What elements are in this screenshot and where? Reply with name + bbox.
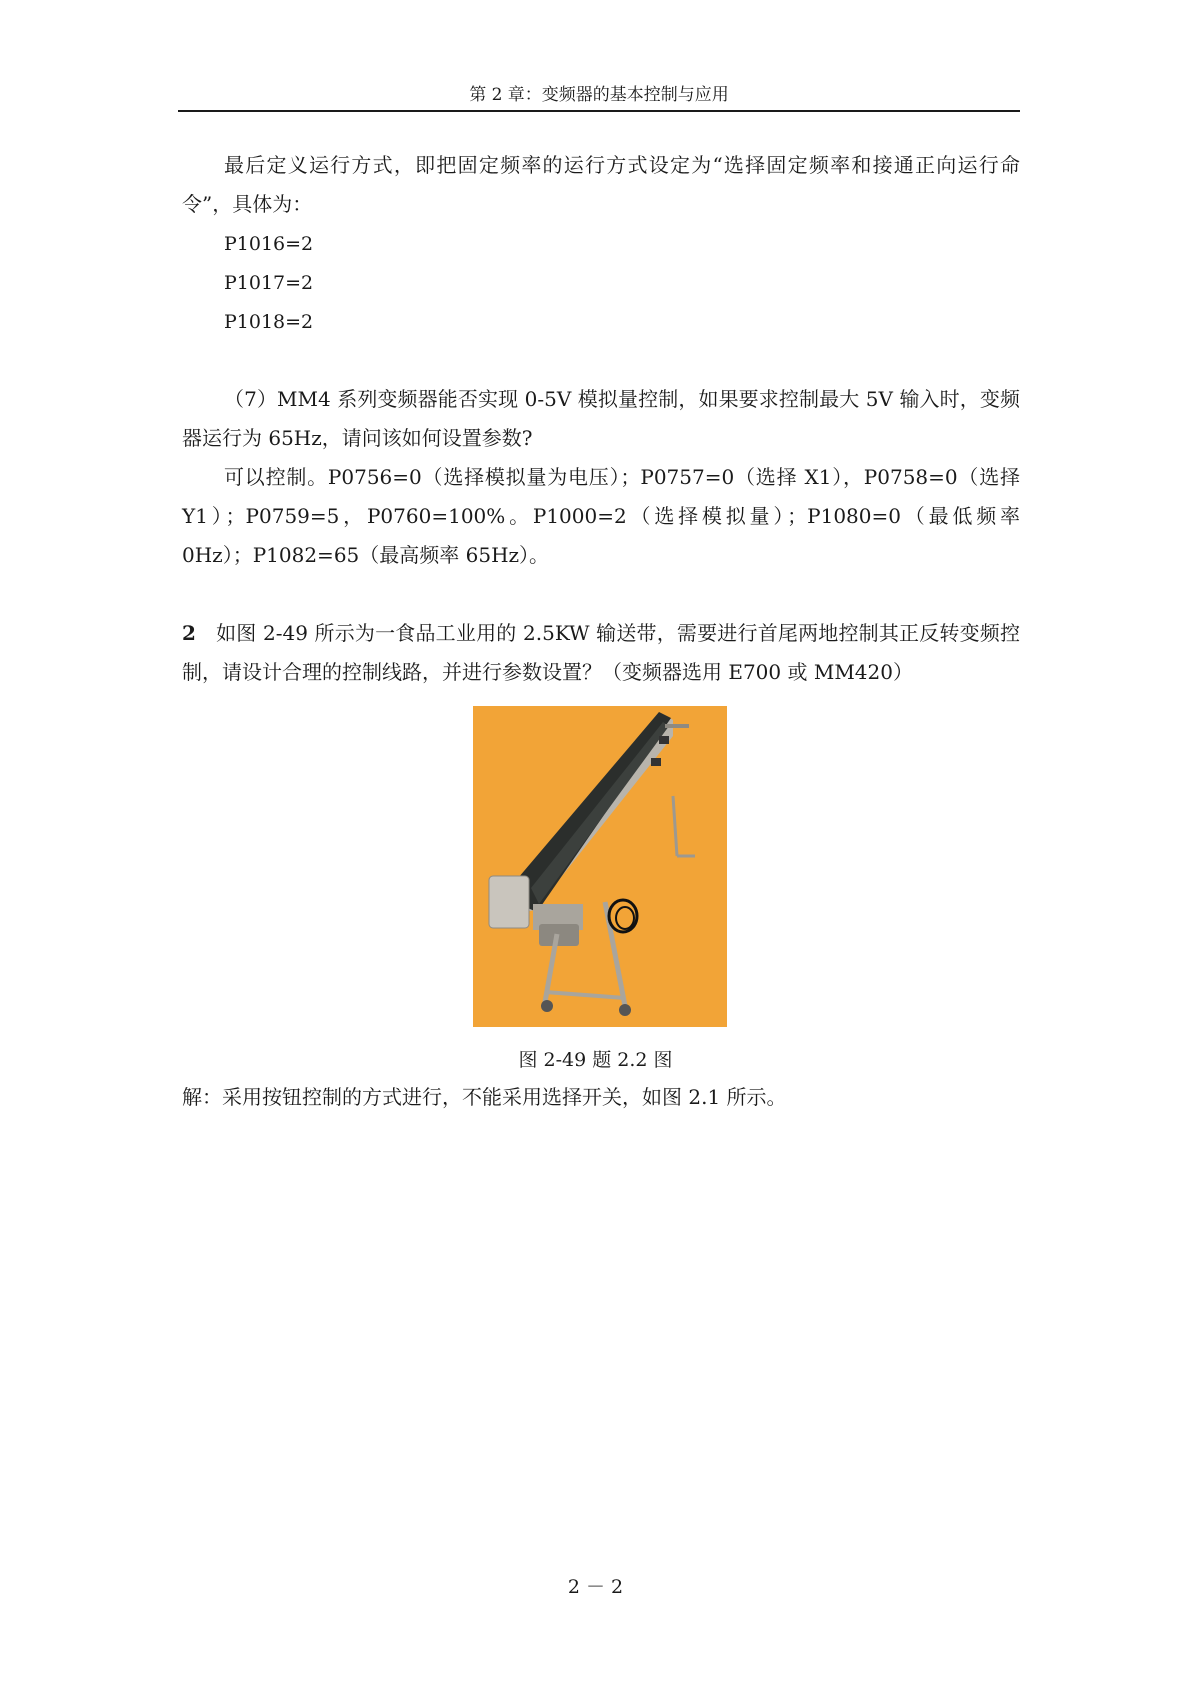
paragraph-run-mode: 最后定义运行方式，即把固定频率的运行方式设定为“选择固定频率和接通正向运行命令”，具体为： xyxy=(182,153,1020,216)
question-2-text: 如图 2-49 所示为一食品工业用的 2.5KW 输送带，需要进行首尾两地控制其正反转变频控制，请设计合理的控制线路，并进行参数设置？（变频器选用 E700 或 MM420） xyxy=(182,621,1020,684)
answer-7: 可以控制。P0756=0（选择模拟量为电压）；P0757=0（选择 X1），P0758=0（选择 Y1）；P0759=5，P0760=100%。P1000=2（选择模拟量）；P1080=0（最低频率 0Hz）；P1082=65（最高频率 65Hz）。 xyxy=(182,465,1020,567)
figure-caption: 图 2-49 题 2.2 图 xyxy=(518,1049,673,1071)
page-number: 2 － 2 xyxy=(567,1576,624,1598)
question-7: （7）MM4 系列变频器能否实现 0-5V 模拟量控制，如果要求控制最大 5V 输入时，变频器运行为 65Hz，请问该如何设置参数? xyxy=(182,387,1020,450)
param-line-3: P1018=2 xyxy=(224,311,314,333)
solution-text: 解：采用按钮控制的方式进行，不能采用选择开关，如图 2.1 所示。 xyxy=(182,1085,787,1109)
question-2 xyxy=(182,614,1020,692)
header-rule xyxy=(178,110,1020,112)
page-header: 第 2 章：变频器的基本控制与应用 xyxy=(469,85,729,105)
conveyor-belt-illustration xyxy=(473,706,727,1027)
conveyor-belt-figure xyxy=(473,706,727,1027)
question-number: 2 xyxy=(182,621,196,645)
param-line-2: P1017=2 xyxy=(224,272,314,294)
param-line-1: P1016=2 xyxy=(224,233,314,255)
